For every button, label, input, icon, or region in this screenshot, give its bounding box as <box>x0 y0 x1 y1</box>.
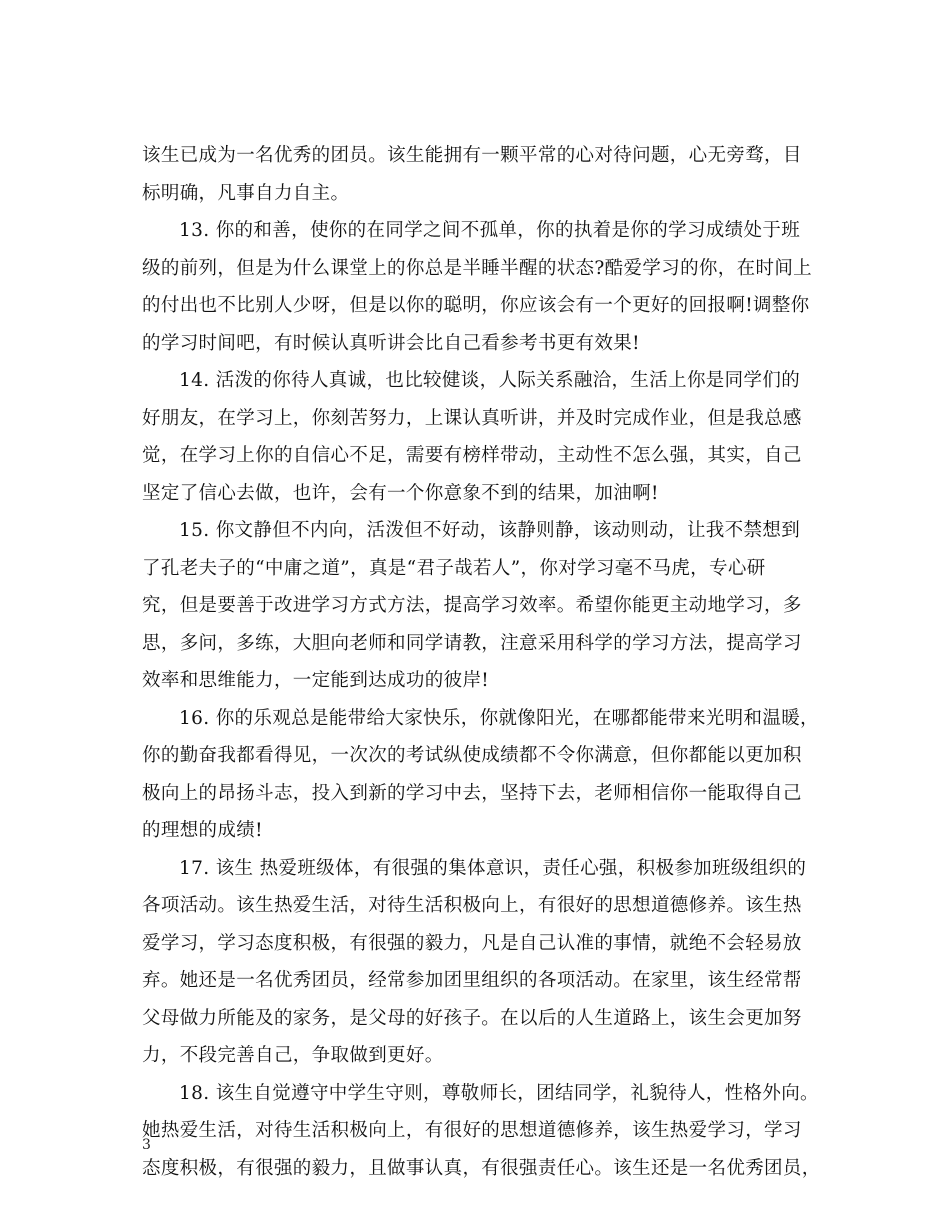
text-line: 效率和思维能力，一定能到达成功的彼岸! <box>142 670 490 691</box>
text-line: 该生已成为一名优秀的团员。该生能拥有一颗平常的心对待问题，心无旁骛，目 <box>142 145 802 166</box>
text-line: 14. 活泼的你待人真诚，也比较健谈，人际关系融洽，生活上你是同学们的 <box>179 370 801 391</box>
text-line: 的学习时间吧，有时候认真听讲会比自己看参考书更有效果! <box>142 332 640 354</box>
text-line: 你的勤奋我都看得见，一次次的考试纵使成绩都不令你满意，但你都能以更加积 <box>142 745 802 766</box>
text-line: 级的前列，但是为什么课堂上的你总是半睡半醒的状态?酷爱学习的你，在时间上 <box>142 257 813 279</box>
text-line: 的付出也不比别人少呀，但是以你的聪明，你应该会有一个更好的回报啊!调整你 <box>142 295 810 316</box>
text-line: 的理想的成绩! <box>142 820 263 841</box>
text-line: 17. 该生 热爱班级体，有很强的集体意识，责任心强，积极参加班级组织的 <box>179 857 807 879</box>
text-line: 态度积极，有很强的毅力，且做事认真，有很强责任心。该生还是一名优秀团员， <box>142 1157 821 1179</box>
text-line: 18. 该生自觉遵守中学生守则，尊敬师长，团结同学，礼貌待人，性格外向。 <box>179 1082 819 1104</box>
text-line: 15. 你文静但不内向，活泼但不好动，该静则静，该动则动，让我不禁想到 <box>179 520 801 541</box>
text-line: 父母做力所能及的家务，是父母的好孩子。在以后的人生道路上，该生会更加努 <box>142 1007 802 1029</box>
text-line: 极向上的昂扬斗志，投入到新的学习中去，坚持下去，老师相信你一能取得自己 <box>142 782 802 804</box>
text-line: 了孔老夫子的“中庸之道”，真是“君子哉若人”，你对学习毫不马虎，专心研 <box>142 557 766 579</box>
page-number: 3 <box>142 1137 151 1153</box>
text-line: 弃。她还是一名优秀团员，经常参加团里组织的各项活动。在家里，该生经常帮 <box>142 970 802 991</box>
text-line: 爱学习，学习态度积极，有很强的毅力，凡是自己认准的事情，就绝不会轻易放 <box>142 932 802 954</box>
text-line: 觉，在学习上你的自信心不足，需要有榜样带动，主动性不怎么强，其实，自己 <box>142 445 802 466</box>
text-line: 坚定了信心去做，也许，会有一个你意象不到的结果，加油啊! <box>142 482 659 504</box>
text-line: 16. 你的乐观总是能带给大家快乐，你就像阳光，在哪都能带来光明和温暖， <box>179 707 819 729</box>
text-line: 究，但是要善于改进学习方式方法，提高学习效率。希望你能更主动地学习，多 <box>142 595 802 616</box>
text-line: 力，不段完善自己，争取做到更好。 <box>142 1045 444 1066</box>
body-text <box>142 137 821 1187</box>
text-line: 各项活动。该生热爱生活，对待生活积极向上，有很好的思想道德修养。该生热 <box>142 895 802 916</box>
text-line: 好朋友，在学习上，你刻苦努力，上课认真听讲，并及时完成作业，但是我总感 <box>142 407 802 429</box>
text-line: 13. 你的和善，使你的在同学之间不孤单，你的执着是你的学习成绩处于班 <box>179 220 801 241</box>
text-line: 她热爱生活，对待生活积极向上，有很好的思想道德修养，该生热爱学习，学习 <box>142 1120 802 1141</box>
text-line: 思，多问，多练，大胆向老师和同学请教，注意采用科学的学习方法，提高学习 <box>142 632 802 654</box>
text-line: 标明确，凡事自力自主。 <box>142 182 350 204</box>
